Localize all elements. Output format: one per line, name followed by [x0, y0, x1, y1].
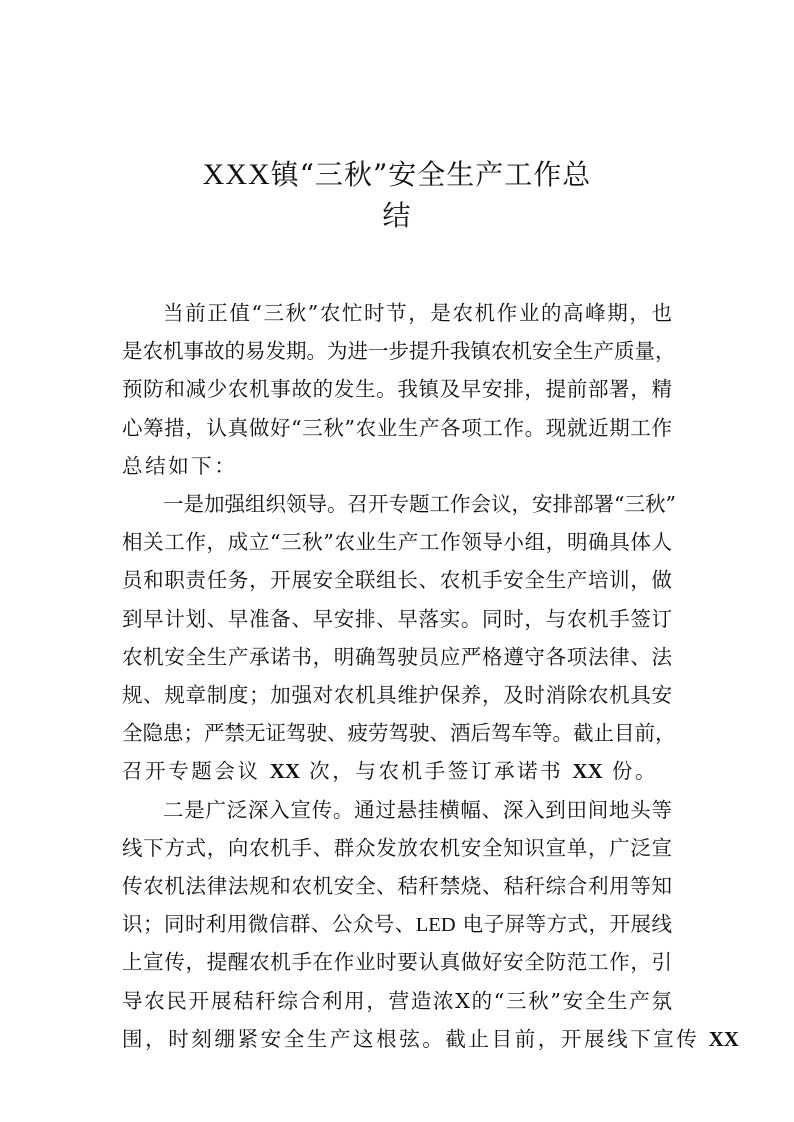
placeholder-count: XX — [572, 759, 603, 784]
paragraph-3-line — [122, 829, 672, 867]
text-segment: 心筹措，认真做好“三秋”农业生产各项工作。现就近期工作 — [122, 415, 672, 440]
text-segment: 次，与农机手签订承诺书 — [300, 759, 573, 784]
paragraph-2-line — [122, 561, 672, 599]
paragraph-2-line — [122, 638, 672, 676]
text-segment: 员和职责任务，开展安全联组长、农机手安全生产培训，做 — [122, 568, 672, 593]
paragraph-2-line — [122, 676, 672, 714]
text-segment: 相关工作，成立“三秋”农业生产工作领导小组，明确具体人 — [122, 530, 672, 555]
paragraph-2-line — [122, 752, 672, 790]
text-segment: 是农机事故的易发期。为进一步提升我镇农机安全生产质量， — [122, 339, 676, 364]
title-text: 镇“三秋”安全生产工作总 — [270, 158, 592, 191]
text-segment: 召开专题会议 — [122, 759, 270, 784]
paragraph-2-line — [163, 485, 676, 523]
title-prefix: XXX — [202, 158, 271, 191]
paragraph-1-line — [163, 294, 672, 332]
text-segment: 一是加强组织领导。召开专题工作会议，安排部署“三秋” — [163, 492, 676, 516]
paragraph-1-line — [122, 409, 672, 447]
paragraph-3-line — [122, 982, 672, 1020]
text-segment: 规、规章制度；加强对农机具维护保养，及时消除农机具安 — [122, 683, 672, 707]
placeholder-count: XX — [269, 759, 301, 784]
text-segment: 预防和减少农机事故的发生。我镇及早安排，提前部署，精 — [122, 377, 672, 402]
placeholder-count: XX — [708, 1026, 739, 1051]
paragraph-3-line — [122, 905, 672, 943]
text-segment: LED — [415, 914, 456, 937]
text-segment: 传农机法律法规和农机安全、秸秆禁烧、秸秆综合利用等知 — [122, 874, 672, 898]
text-segment: 线下方式，向农机手、群众发放农机安全知识宣单，广泛宣 — [122, 835, 672, 860]
paragraph-1-line — [122, 447, 672, 485]
paragraph-2-line — [122, 600, 672, 638]
text-segment: 导农民开展秸秆综合利用，营造浓X的“三秋”安全生产氛 — [122, 988, 672, 1013]
text-segment: 当前正值“三秋”农忙时节，是农机作业的高峰期，也 — [163, 301, 672, 325]
paragraph-1-line — [122, 370, 672, 408]
text-segment: 农机安全生产承诺书，明确驾驶员应严格遵守各项法律、法 — [122, 644, 672, 669]
text-segment: 到早计划、早准备、早安排、早落实。同时，与农机手签订 — [122, 606, 672, 631]
paragraph-2-line — [122, 714, 676, 752]
text-segment: 围，时刻绷紧安全生产这根弦。截止目前，开展线下宣传 — [122, 1026, 709, 1051]
document-title-line-2: 结 — [382, 199, 412, 232]
text-segment: 总结如下： — [122, 453, 238, 478]
text-segment: 上宣传，提醒农机手在作业时要认真做好安全防范工作，引 — [122, 950, 672, 975]
text-segment: 二是广泛深入宣传。通过悬挂横幅、深入到田间地头等 — [163, 797, 672, 822]
text-segment: 电子屏等方式，开展线 — [455, 912, 672, 937]
text-segment: 全隐患；严禁无证驾驶、疲劳驾驶、酒后驾车等。截止目前， — [122, 721, 676, 746]
paragraph-3-line — [122, 1020, 739, 1058]
paragraph-3-line — [122, 867, 672, 905]
paragraph-1-line — [122, 332, 676, 370]
paragraph-3-line — [122, 943, 672, 981]
text-segment: 份。 — [602, 759, 659, 784]
paragraph-3-line — [163, 791, 672, 829]
text-segment: 识；同时利用微信群、公众号、 — [122, 912, 416, 937]
paragraph-2-line — [122, 523, 672, 561]
document-title-line-1 — [0, 155, 794, 195]
